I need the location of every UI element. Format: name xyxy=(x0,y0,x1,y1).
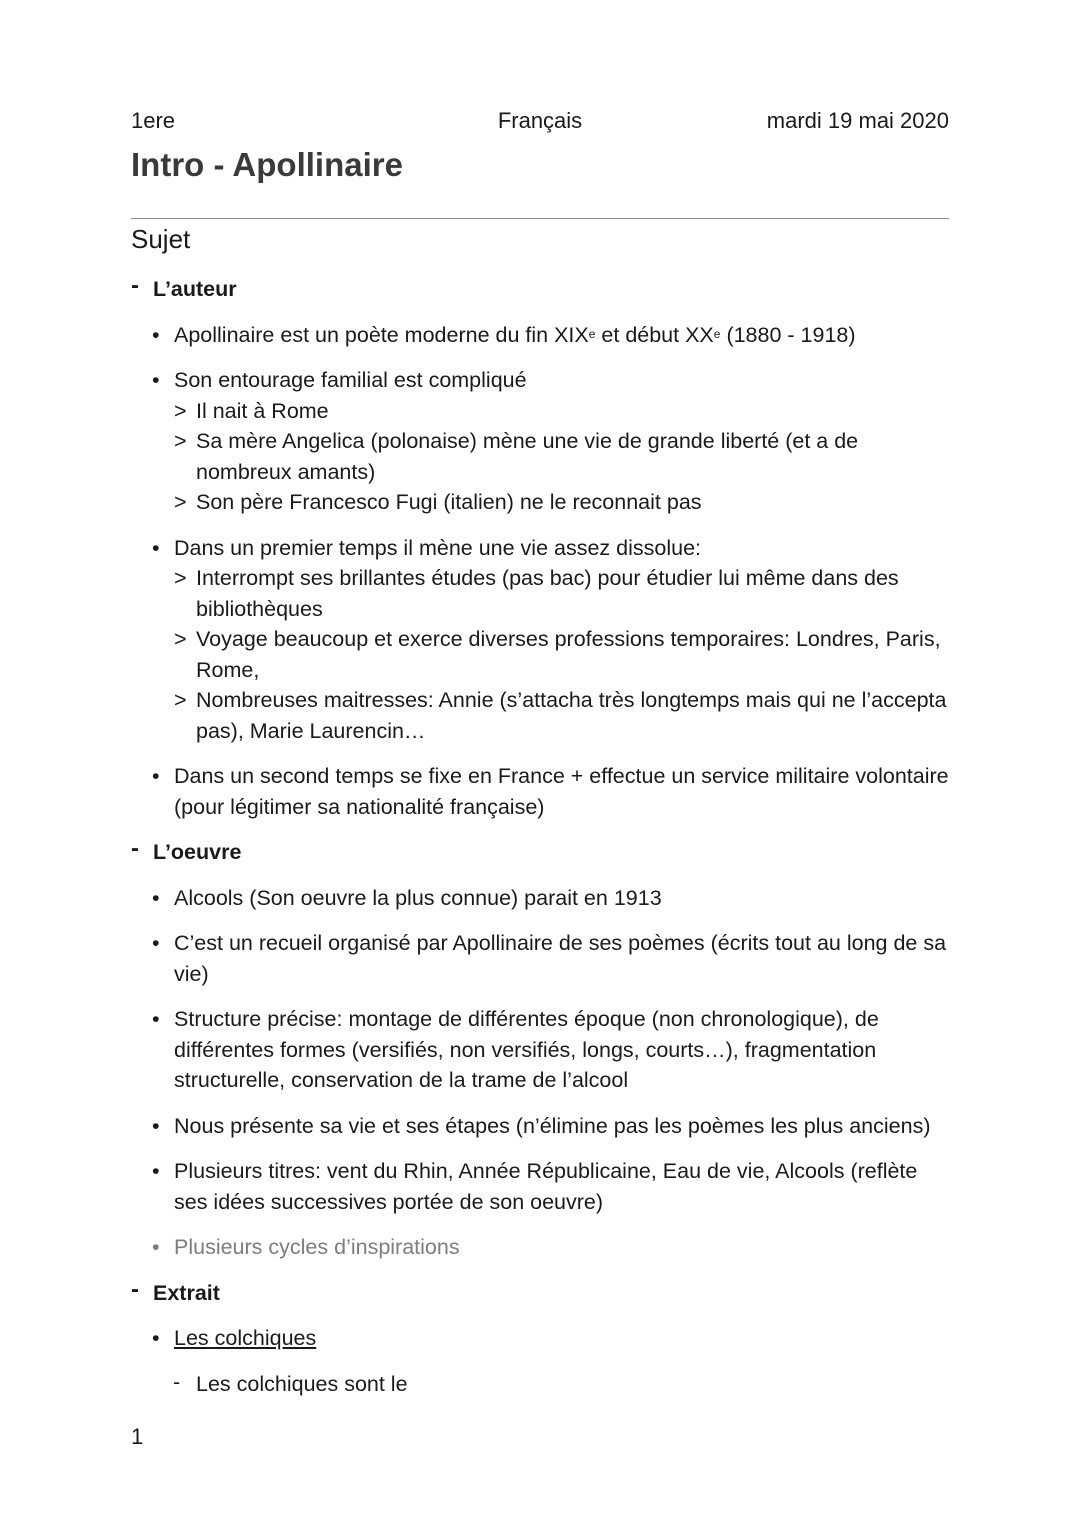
section-heading-auteur xyxy=(131,274,949,305)
sub-item: > Sa mère Angelica (polonaise) mène une vie de grande liberté (et a de nombreux amants) xyxy=(174,426,949,487)
sub-item: > Interrompt ses brillantes études (pas bac) pour étudier lui même dans des bibliothèques xyxy=(174,563,949,624)
header-date: mardi 19 mai 2020 xyxy=(766,108,949,133)
list-item xyxy=(131,365,949,518)
notes-body xyxy=(131,274,949,1414)
bullet-icon: • xyxy=(152,1159,160,1183)
section-heading-oeuvre xyxy=(131,837,949,868)
list-item-text: Dans un premier temps il mène une vie assez dissolue: xyxy=(174,535,702,560)
section-dash: - xyxy=(131,1275,139,1303)
list-item xyxy=(131,1323,949,1354)
section-title: L’auteur xyxy=(153,277,237,301)
subject-heading: Sujet xyxy=(131,224,191,254)
list-item xyxy=(131,533,949,747)
bullet-icon: • xyxy=(152,1235,160,1259)
bullet-icon: • xyxy=(152,931,160,955)
list-item: • Alcools (Son oeuvre la plus connue) parait en 1913 xyxy=(131,883,949,914)
bullet-icon: • xyxy=(152,1326,160,1350)
sub-item: > Son père Francesco Fugi (italien) ne le reconnait pas xyxy=(174,487,949,518)
list-item: • C’est un recueil organisé par Apollinaire de ses poèmes (écrits tout au long de sa vie) xyxy=(131,928,949,989)
list-item: • Dans un second temps se fixe en France + effectue un service militaire volontaire (pour légitimer sa nationalité française) xyxy=(131,761,949,822)
sub-item: > Voyage beaucoup et exerce diverses professions temporaires: Londres, Paris, Rome, xyxy=(174,624,949,685)
bullet-icon: • xyxy=(152,1113,160,1138)
list-item: • Nous présente sa vie et ses étapes (n’élimine pas les poèmes les plus anciens) xyxy=(131,1111,949,1142)
sub-item: > Il nait à Rome xyxy=(174,396,949,427)
chevron-right-icon: > xyxy=(174,566,187,590)
chevron-right-icon: > xyxy=(174,627,187,651)
bullet-icon: • xyxy=(152,764,160,788)
chevron-right-icon: > xyxy=(174,429,187,453)
chevron-right-icon: > xyxy=(174,398,187,423)
list-item: • Apollinaire est un poète moderne du fin XIXe et début XXe (1880 - 1918) xyxy=(131,320,949,351)
chevron-right-icon: > xyxy=(174,688,187,712)
page-title: Intro - Apollinaire xyxy=(131,146,403,183)
section-heading-extrait xyxy=(131,1275,949,1309)
poem-title: Les colchiques xyxy=(174,1326,317,1350)
dash-marker: - xyxy=(173,1369,181,1394)
section-title: L’oeuvre xyxy=(153,840,242,864)
title-divider xyxy=(131,218,949,219)
bullet-icon: • xyxy=(152,322,160,347)
list-item-muted: • Plusieurs cycles d’inspirations xyxy=(131,1232,949,1263)
list-item-text: Son entourage familial est compliqué xyxy=(174,368,527,392)
bullet-icon: • xyxy=(152,1007,160,1031)
header-subject: Français xyxy=(497,108,583,133)
page-number: 1 xyxy=(131,1424,144,1449)
section-dash: - xyxy=(131,272,139,299)
sub-item: - Les colchiques sont le xyxy=(131,1369,949,1400)
sub-item: > Nombreuses maitresses: Annie (s’attacha très longtemps mais qui ne l’accepta pas), Marie Laurencin… xyxy=(174,685,949,746)
section-dash: - xyxy=(131,835,139,862)
bullet-icon: • xyxy=(152,535,160,560)
bullet-icon: • xyxy=(152,885,160,910)
list-item: • Structure précise: montage de différentes époque (non chronologique), de différentes formes (versifiés, non versifiés, longs, courts…), fragmentation structurelle, conservation de la trame de l’alcool xyxy=(131,1004,949,1096)
header-class: 1ere xyxy=(131,108,176,133)
bullet-icon: • xyxy=(152,368,160,392)
chevron-right-icon: > xyxy=(174,490,187,514)
list-item: • Plusieurs titres: vent du Rhin, Année Républicaine, Eau de vie, Alcools (reflète ses idées successives portée de son oeuvre) xyxy=(131,1156,949,1217)
section-title: Extrait xyxy=(153,1280,220,1305)
